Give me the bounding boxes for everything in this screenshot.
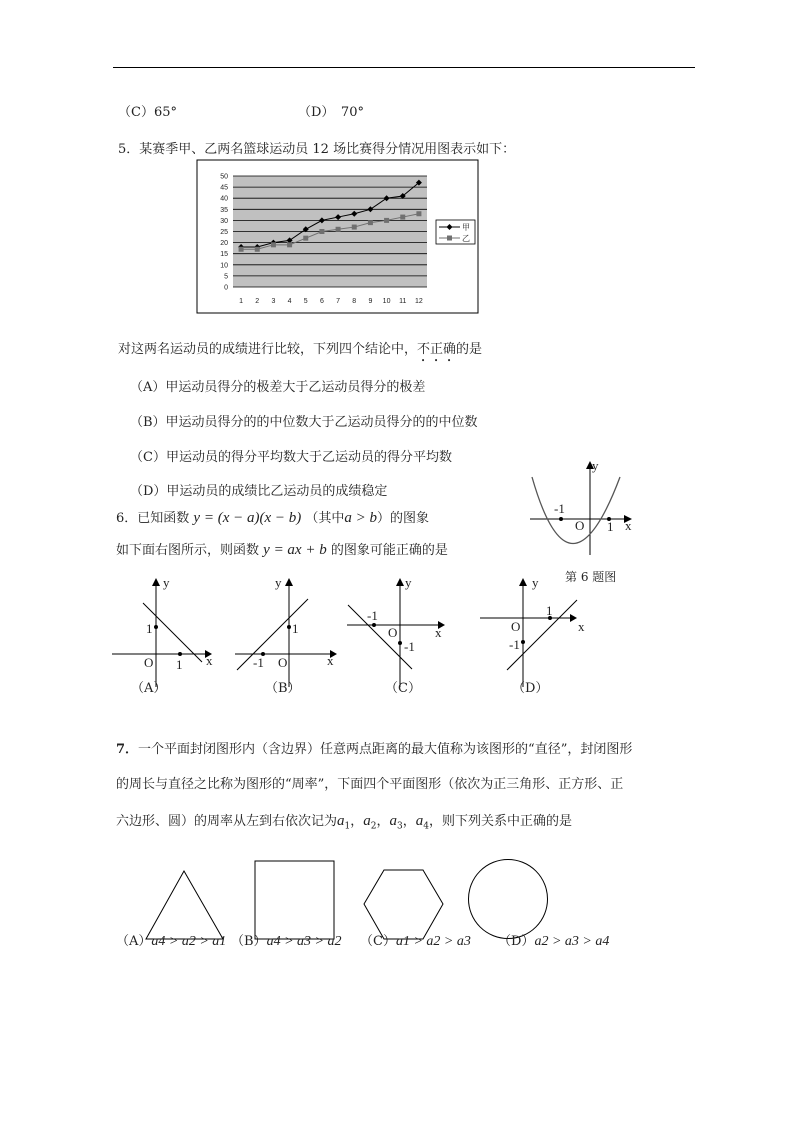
q7-option-a [116, 930, 226, 950]
svg-text:1: 1 [546, 603, 553, 618]
y-tick-label: 20 [220, 240, 228, 248]
y-tick-label: 30 [220, 217, 228, 225]
x-tick-label: 5 [303, 298, 308, 305]
svg-text:1: 1 [146, 621, 153, 636]
svg-text:1: 1 [292, 621, 299, 636]
label-1: 1 [607, 519, 614, 534]
x-tick-label: 3 [271, 298, 276, 305]
formula: y = ax + b [263, 542, 327, 558]
legend-marker [447, 236, 452, 241]
y-tick-label: 0 [224, 284, 228, 292]
q7-option-d [498, 930, 609, 950]
y-tick-label: 40 [220, 195, 228, 203]
q4-option-c: （C）65° [118, 105, 177, 120]
x-tick-label: 2 [255, 298, 260, 305]
x-tick-label: 10 [382, 298, 391, 305]
x-tick-label: 6 [319, 298, 324, 305]
svg-text:O: O [144, 655, 154, 670]
option-relation: a1 > a2 > a3 [395, 934, 471, 949]
svg-text:x: x [578, 619, 585, 634]
option-label: （D） [498, 934, 535, 949]
data-point [255, 247, 260, 252]
formula: a > b [344, 510, 378, 526]
option-label: （C） [360, 934, 396, 949]
option-relation: a4 > a3 > a2 [266, 934, 342, 949]
data-point [287, 242, 292, 247]
text: 如下面右图所示，则函数 [116, 543, 260, 558]
q5-option-b: （B）甲运动员得分的的中位数大于乙运动员得分的的中位数 [130, 415, 478, 430]
choice-graph-d [480, 575, 590, 670]
data-point [336, 227, 341, 232]
choice-graph-b [235, 575, 345, 670]
y-tick-label: 15 [220, 251, 228, 259]
legend-label: 甲 [462, 223, 470, 232]
svg-text:y: y [405, 575, 412, 590]
svg-text:y: y [532, 575, 539, 590]
q7-line3: 六边形、圆）的周率从左到右依次记为$a_1$，$a_2$，$a_3$，$a_4$，则下列关系中正确的是 [116, 813, 573, 832]
y-tick-label: 5 [224, 273, 228, 281]
svg-text:-1: -1 [253, 655, 264, 670]
choice-graph-a [110, 575, 220, 670]
svg-text:-1: -1 [367, 608, 378, 623]
q5-question-pre: 对这两名运动员的成绩进行比较，下列四个结论中， [118, 342, 418, 357]
svg-text:1: 1 [176, 657, 183, 672]
text: 6．已知函数 [116, 511, 190, 526]
q5-question-post: 的是 [456, 342, 483, 357]
q7-option-b [231, 930, 341, 950]
svg-text:O: O [511, 619, 521, 634]
text: ，则下列关系中正确的是 [429, 814, 573, 829]
data-point [384, 218, 389, 223]
text: ）的图象 [377, 511, 430, 526]
data-point [352, 225, 357, 230]
y-tick-label: 25 [220, 229, 228, 236]
legend-label: 乙 [462, 234, 470, 243]
x-tick-label: 4 [287, 298, 292, 305]
svg-text:-1: -1 [404, 639, 415, 654]
text: （其中 [305, 511, 345, 526]
formula: y = (x − a)(x − b) [193, 510, 302, 526]
hexagon-shape [364, 870, 443, 939]
circle-shape [469, 860, 548, 939]
q7-option-c [360, 930, 471, 950]
y-label: y [592, 458, 599, 473]
score-line-chart [0, 0, 793, 330]
q5-option-d: （D）甲运动员的成绩比乙运动员的成绩稳定 [130, 484, 388, 499]
q6-line2 [116, 539, 448, 559]
y-tick-label: 50 [220, 173, 228, 181]
label-neg1: -1 [554, 501, 565, 516]
data-point [303, 236, 308, 241]
q5-emphasis: 不正确 [417, 342, 457, 357]
x-tick-label: 1 [239, 298, 244, 305]
data-point [319, 229, 324, 234]
choice-label-c: （C） [385, 681, 421, 696]
data-point [271, 242, 276, 247]
q7-number: 7． [116, 742, 139, 757]
q6-line1 [116, 507, 429, 527]
svg-text:x: x [327, 653, 334, 668]
q5-option-c: （C）甲运动员的得分平均数大于乙运动员的得分平均数 [130, 450, 452, 465]
option-relation: a2 > a3 > a4 [534, 934, 610, 949]
square-shape [255, 861, 334, 939]
q5-option-a: （A）甲运动员得分的极差大于乙运动员得分的极差 [130, 380, 426, 395]
origin-label: O [575, 518, 585, 533]
q7-line1 [116, 738, 632, 757]
fig6-caption: 第 6 题图 [565, 570, 617, 584]
svg-text:y: y [163, 575, 170, 590]
text: 六边形、圆）的周率从左到右依次记为 [116, 814, 338, 829]
triangle-shape [146, 871, 223, 939]
x-tick-label: 11 [399, 298, 407, 305]
q4-option-d: （D） 70° [298, 105, 364, 120]
option-label: （A） [116, 934, 152, 949]
choice-graph-c [347, 575, 457, 670]
data-point [368, 220, 373, 225]
y-tick-label: 35 [220, 206, 228, 214]
data-point [416, 211, 421, 216]
x-tick-label: 7 [336, 298, 341, 305]
parabola-figure [520, 455, 650, 555]
svg-text:O: O [388, 625, 398, 640]
q7-line2: 的周长与直径之比称为图形的“周率”，下面四个平面图形（依次为正三角形、正方形、正 [116, 777, 624, 792]
x-tick-label: 12 [415, 298, 423, 305]
text: 一个平面封闭图形内（含边界）任意两点距离的最大值称为该图形的“直径”，封闭图形 [138, 742, 633, 757]
q5-stem: 5．某赛季甲、乙两名篮球运动员 12 场比赛得分情况用图表示如下： [118, 142, 516, 157]
option-relation: a4 > a2 > a1 [151, 934, 227, 949]
choice-label-b: （B） [265, 681, 301, 696]
text: 的图象可能正确的是 [330, 543, 448, 558]
svg-text:O: O [278, 655, 288, 670]
x-tick-label: 8 [352, 298, 357, 305]
y-tick-label: 10 [220, 262, 228, 270]
x-tick-label: 9 [368, 298, 373, 305]
choice-label-a: （A） [131, 681, 167, 696]
x-label: x [625, 518, 632, 533]
data-point [400, 215, 405, 220]
svg-text:x: x [206, 653, 213, 668]
option-label: （B） [231, 934, 267, 949]
svg-text:x: x [435, 625, 442, 640]
svg-text:-1: -1 [509, 637, 520, 652]
choice-label-d: （D） [512, 681, 549, 696]
y-tick-label: 45 [220, 184, 228, 192]
data-point [239, 247, 244, 252]
q5-question [118, 338, 482, 365]
svg-text:y: y [275, 575, 282, 590]
